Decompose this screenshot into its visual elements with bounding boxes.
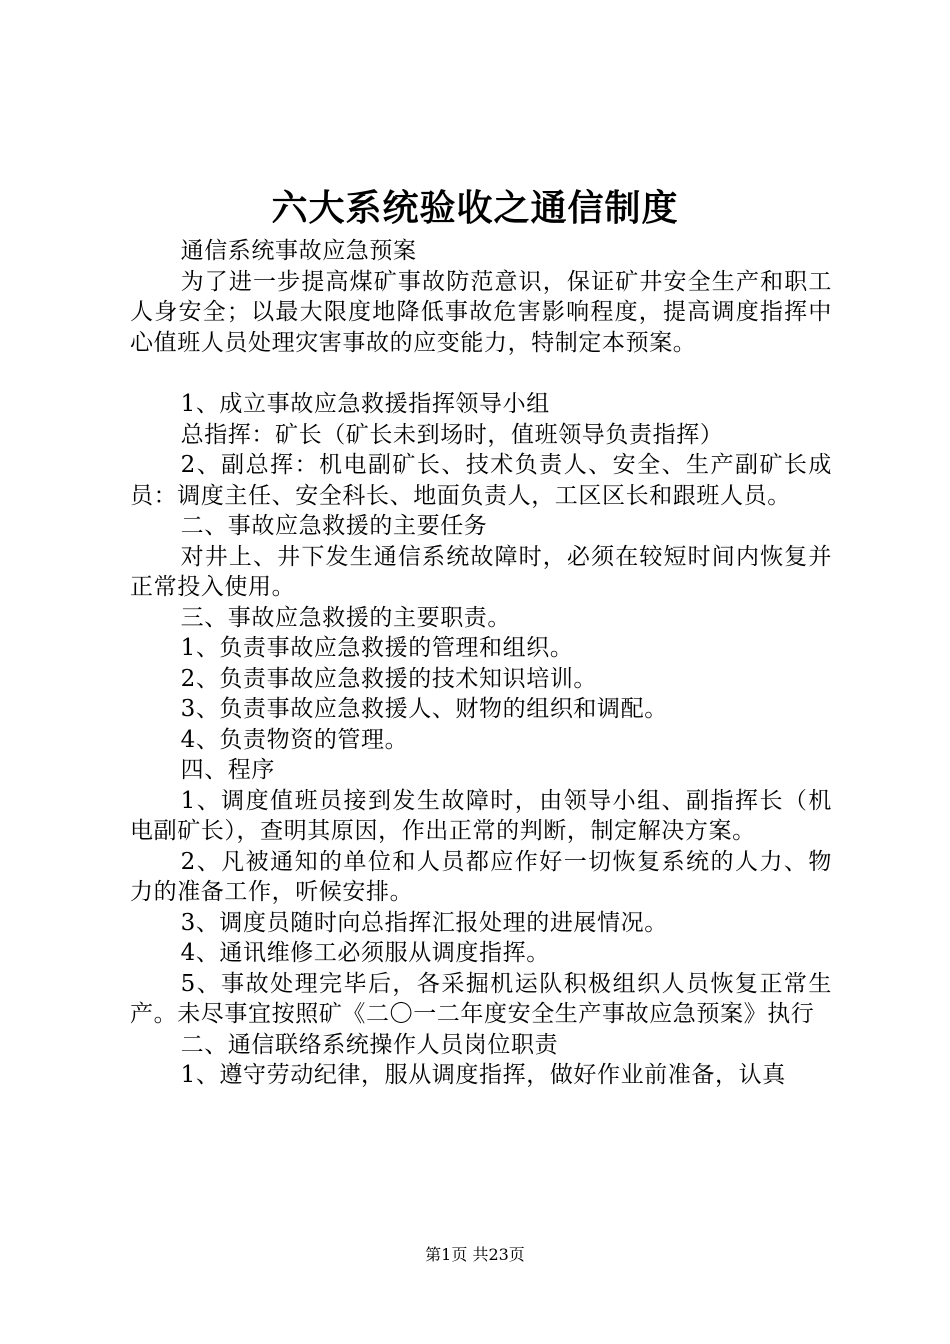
paragraph: 1、遵守劳动纪律，服从调度指挥，做好作业前准备，认真 [180, 1062, 786, 1088]
paragraph: 四、程序 [180, 757, 275, 783]
paragraph: 为了进一步提高煤矿事故防范意识，保证矿井安全生产和职工人身安全；以最大限度地降低事故危害影响程度，提高调度指挥中心值班人员处理灾害事故的应变能力，特制定本预案。 [130, 268, 832, 356]
paragraph: 2、副总挥：机电副矿长、技术负责人、安全、生产副矿长成员：调度主任、安全科长、地面负责人，工区区长和跟班人员。 [130, 452, 832, 509]
paragraph: 通信系统事故应急预案 [180, 238, 417, 264]
paragraph: 3、调度员随时向总指挥汇报处理的进展情况。 [180, 909, 668, 936]
paragraph: 5、事故处理完毕后，各采掘机运队积极组织人员恢复正常生产。未尽事宜按照矿《二〇一二年度安全生产事故应急预案》执行 [130, 970, 832, 1027]
paragraph: 二、通信联络系统操作人员岗位职责 [180, 1031, 559, 1058]
paragraph: 2、负责事故应急救援的技术知识培训。 [180, 665, 598, 692]
paragraph: 1、成立事故应急救援指挥领导小组 [180, 391, 550, 417]
paragraph: 4、通讯维修工必须服从调度指挥。 [180, 940, 550, 966]
paragraph: 3、负责事故应急救援人、财物的组织和调配。 [180, 696, 668, 722]
page-footer: 第1页 共23页 [425, 1245, 525, 1264]
document-body [130, 236, 832, 1091]
paragraph: 1、调度值班员接到发生故障时，由领导小组、副指挥长（机电副矿长），查明其原因，作出正常的判断，制定解决方案。 [130, 787, 832, 844]
paragraph: 总指挥：矿长（矿长未到场时，值班领导负责指挥） [180, 421, 724, 448]
paragraph: 二、事故应急救援的主要任务 [180, 513, 488, 539]
paragraph: 2、凡被通知的单位和人员都应作好一切恢复系统的人力、物力的准备工作，听候安排。 [130, 848, 832, 905]
paragraph: 对井上、井下发生通信系统故障时，必须在较短时间内恢复并正常投入使用。 [130, 543, 832, 600]
paragraph: 三、事故应急救援的主要职责。 [180, 604, 511, 631]
paragraph: 1、负责事故应急救援的管理和组织。 [180, 635, 574, 661]
paragraph: 4、负责物资的管理。 [180, 726, 409, 753]
document-title: 六大系统验收之通信制度 [271, 187, 679, 229]
